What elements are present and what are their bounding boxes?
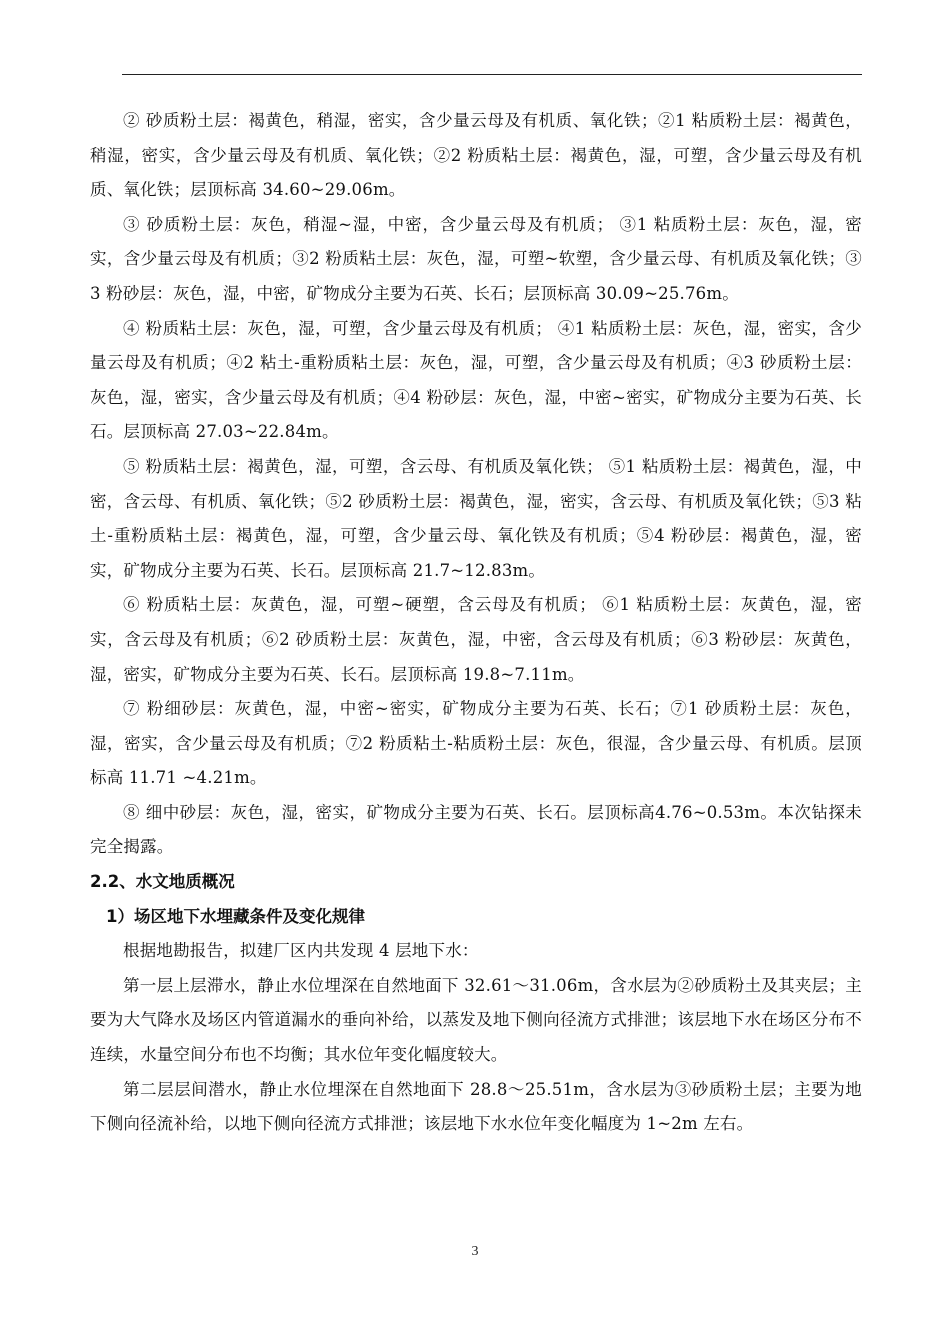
paragraph-groundwater-layer-2: 第二层层间潜水，静止水位埋深在自然地面下 28.8～25.51m，含水层为③砂质粉土层；主要为地下侧向径流补给，以地下侧向径流方式排泄；该层地下水水位年变化幅度为 1~2m 左右。 — [90, 1079, 862, 1134]
page-content — [90, 104, 862, 1142]
paragraph-layer-4: ④ 粉质粘土层：灰色，湿，可塑，含少量云母及有机质； ④1 粘质粉土层：灰色，湿，密实，含少量云母及有机质；④2 粘土-重粉质粘土层：灰色，湿，可塑，含少量云母及有机质；④3 砂质粉土层：灰色，湿，密实，含少量云母及有机质；④4 粉砂层：灰色，湿，中密~密实，矿物成分主要为石英、长石。层顶标高 27.03~22.84m。 — [90, 318, 862, 442]
section-heading: 2.2、水文地质概况 — [90, 872, 235, 892]
paragraph-layer-5: ⑤ 粉质粘土层：褐黄色，湿，可塑，含云母、有机质及氧化铁； ⑤1 粘质粉土层：褐黄色，湿，中密，含云母、有机质、氧化铁；⑤2 砂质粉土层：褐黄色，湿，密实，含云母、有机质及氧化铁；⑤3 粘土-重粉质粘土层：褐黄色，湿，可塑，含少量云母、氧化铁及有机质；⑤4 粉砂层：褐黄色，湿，密实，矿物成分主要为石英、长石。层顶标高 21.7~12.83m。 — [90, 456, 862, 580]
paragraph-layer-6: ⑥ 粉质粘土层：灰黄色，湿，可塑~硬塑，含云母及有机质； ⑥1 粘质粉土层：灰黄色，湿，密实，含云母及有机质；⑥2 砂质粉土层：灰黄色，湿，中密，含云母及有机质；⑥3 粉砂层：灰黄色，湿，密实，矿物成分主要为石英、长石。层顶标高 19.8~7.11m。 — [90, 595, 862, 684]
paragraph-groundwater-layer-1: 第一层上层滞水，静止水位埋深在自然地面下 32.61～31.06m，含水层为②砂质粉土及其夹层；主要为大气降水及场区内管道漏水的垂向补给，以蒸发及地下侧向径流方式排泄；该层地下水在场区分布不连续，水量空间分布也不均衡；其水位年变化幅度较大。 — [90, 975, 862, 1065]
paragraph-layer-8: ⑧ 细中砂层：灰色，湿，密实，矿物成分主要为石英、长石。层顶标高4.76~0.53m。本次钻探未完全揭露。 — [90, 802, 862, 857]
paragraph-layer-7: ⑦ 粉细砂层：灰黄色，湿，中密~密实，矿物成分主要为石英、长石；⑦1 砂质粉土层：灰色， 湿，密实，含少量云母及有机质；⑦2 粉质粘土-粘质粉土层：灰色，很湿，含少量云母、有机质。层顶标高 11.71 ~4.21m。 — [90, 699, 862, 788]
header-rule — [122, 74, 862, 75]
paragraph-layer-3: ③ 砂质粉土层：灰色，稍湿~湿，中密，含少量云母及有机质； ③1 粘质粉土层：灰色，湿，密实，含少量云母及有机质；③2 粉质粘土层：灰色，湿，可塑~软塑，含少量云母、有机质及氧化铁；③ 3 粉砂层：灰色，湿，中密，矿物成分主要为石英、长石；层顶标高 30.09~25.76m。 — [90, 214, 862, 303]
page-number: 3 — [471, 1244, 479, 1259]
paragraph-groundwater-intro: 根据地勘报告，拟建厂区内共发现 4 层地下水： — [123, 941, 479, 961]
sub-heading: 1）场区地下水埋藏条件及变化规律 — [106, 906, 365, 926]
paragraph-layer-2: ② 砂质粉土层：褐黄色，稍湿，密实，含少量云母及有机质、氧化铁；②1 粘质粉土层：褐黄色，稍湿，密实，含少量云母及有机质、氧化铁；②2 粉质粘土层：褐黄色，湿，可塑，含少量云母及有机质、氧化铁；层顶标高 34.60~29.06m。 — [90, 111, 862, 200]
